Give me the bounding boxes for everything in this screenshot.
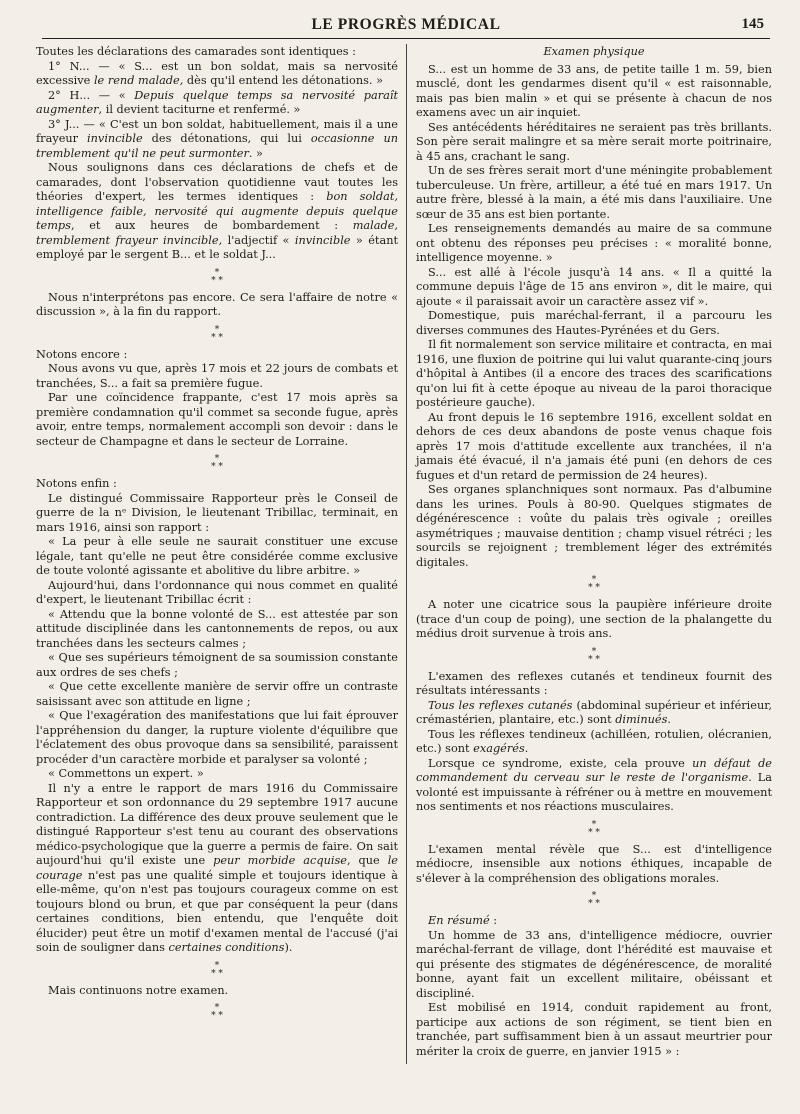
paragraph: « Commettons un expert. »: [48, 767, 204, 780]
section-heading: Examen physique: [543, 45, 645, 58]
paragraph: L'examen mental révèle que S... est d'intelligence médiocre, insensible aux notions éthiques, incapable de s'élever à la compréhension des obligations morales.: [416, 842, 772, 885]
section-separator-stars: * * *: [588, 575, 600, 593]
paragraph: Ses organes splanchniques sont normaux. Pas d'albumine dans les urines. Pouls à 80-90. Quelques stigmates de dégénérescence : voûte du palais très ogivale ; oreilles asymétriques ; mauvaise dentition ; champ visuel rétréci ; les sourcils se rejoignent ; tremblement léger des extrémités digitales.: [416, 483, 772, 569]
paragraph: Lorsque ce syndrome, existe, cela prouve un défaut de commandement du cerveau sur le reste de l'organisme. La volonté est impuissante à réfréner ou à mettre en mouvement nos sentiments et nos réactions musculaires.: [416, 756, 772, 813]
paragraph: S... est allé à l'école jusqu'à 14 ans. « Il a quitté la commune depuis l'âge de 15 ans environ », dit le maire, qui ajoute « il paraissait avoir un caractère assez vif ».: [416, 265, 772, 308]
section-separator-stars: * * *: [211, 324, 223, 343]
paragraph: Nous avons vu que, après 17 mois et 22 jours de combats et tranchées, S... a fait sa première fugue.: [36, 362, 398, 390]
paragraph: Toutes les déclarations des camarades sont identiques :: [36, 45, 356, 58]
paragraph: 3° J... — « C'est un bon soldat, habituellement, mais il a une frayeur invincible des détonations, qui lui occasionne un tremblement qu'il ne peut surmonter. »: [36, 117, 398, 160]
paragraph: Est mobilisé en 1914, conduit rapidement au front, participe aux actions de son régiment, se tient bien en tranchée, part suffisamment bien à un assaut meurtrier pour mériter la croix de guerre, en janvier 1915 » :: [416, 1001, 772, 1058]
paragraph: En résumé :: [428, 914, 498, 927]
section-separator-stars: * * *: [211, 454, 223, 472]
paragraph: L'examen des reflexes cutanés et tendineux fournit des résultats intéressants :: [416, 669, 772, 697]
paragraph: Par une coïncidence frappante, c'est 17 mois après sa première condamnation qu'il commet sa seconde fugue, après avoir, entre temps, normalement accompli son devoir : dans le secteur de Champagne et dans le secteur de Lorraine.: [36, 391, 398, 448]
paragraph: Nous soulignons dans ces déclarations de chefs et de camarades, dont l'observation quotidienne vaut toutes les théories d'expert, les termes identiques : bon soldat, intelligence faible, nervosité qui augmente depuis quelque temps, et aux heures de bombardement : malade, tremblement frayeur invincible, l'adjectif « invincible » étant employé par le sergent B... et le soldat J...: [36, 161, 399, 261]
left-column: [36, 45, 398, 1026]
paragraph: « La peur à elle seule ne saurait constituer une excuse légale, tant qu'elle ne peut être considérée comme exclusive de toute volonté agissante et abolitive du libre arbitre. »: [36, 535, 398, 577]
paragraph: « Que ses supérieurs témoignent de sa soumission constante aux ordres de ses chefs ;: [36, 651, 398, 679]
paragraph: « Que cette excellente manière de servir offre un contraste saisissant avec son attitude en ligne ;: [36, 680, 398, 708]
section-separator-stars: * * *: [588, 891, 600, 909]
paragraph: Notons enfin :: [36, 477, 117, 490]
paragraph: Un de ses frères serait mort d'une méningite probablement tuberculeuse. Un frère, artilleur, a été tué en mars 1917. Un autre frère, blessé à la main, a été mis dans l'auxiliaire. Une sœur de 35 ans est bien portante.: [416, 164, 772, 221]
section-separator-stars: * * *: [211, 1003, 223, 1021]
section-separator-stars: * * *: [211, 960, 223, 979]
paragraph: S... est un homme de 33 ans, de petite taille 1 m. 59, bien musclé, dont les gendarmes disent qu'il « est raisonnable, mais pas bien malin » et qui se présente à chacun de nos examens avec un air inquiet.: [416, 62, 772, 119]
paragraph: Nous n'interprétons pas encore. Ce sera l'affaire de notre « discussion », à la fin du rapport.: [36, 290, 398, 318]
paragraph: Le distingué Commissaire Rapporteur près le Conseil de guerre de la nᵉ Division, le lieutenant Tribillac, terminait, en mars 1916, ainsi son rapport :: [36, 491, 398, 534]
paragraph: « Attendu que la bonne volonté de S... est attestée par son attitude disciplinée dans les cantonnements de repos, ou aux tranchées dans les secteurs calmes ;: [36, 607, 398, 650]
paragraph: Notons encore :: [36, 347, 128, 361]
paragraph: Aujourd'hui, dans l'ordonnance qui nous commet en qualité d'expert, le lieutenant Tribillac écrit :: [36, 578, 398, 606]
paragraph: Domestique, puis maréchal-ferrant, il a parcouru les diverses communes des Hautes-Pyrénées et du Gers.: [416, 309, 772, 337]
paragraph: 1° N... — « S... est un bon soldat, mais sa nervosité excessive le rend malade, dès qu'il entend les détonations. »: [36, 59, 398, 87]
column-divider: [406, 44, 407, 1064]
page-number: 145: [741, 16, 764, 32]
section-separator-stars: * * *: [588, 819, 600, 838]
paragraph: Mais continuons notre examen.: [48, 983, 229, 997]
paragraph: Il n'y a entre le rapport de mars 1916 du Commissaire Rapporteur et son ordonnance du 29 septembre 1917 aucune contradiction. La différence des deux prouve seulement que le distingué Rapporteur s'est tenu au courant des observations médico-psychologique que la guerre a permis de faire. On sait aujourd'hui qu'il existe une peur morbide acquise, que le courage n'est pas une qualité simple et toujours identique à elle-même, qu'on n'est pas toujours courageux comme on est toujours blond ou brun, et que par conséquent la peur (dans certaines conditions, bien entendu, que l'enquête doit élucider) peut être un motif d'examen mental de l'accusé (j'ai soin de souligner dans certaines conditions).: [36, 781, 398, 954]
paragraph: « Que l'exagération des manifestations que lui fait éprouver l'appréhension du danger, la rupture violente d'équilibre que l'éclatement des obus provoque dans sa sensibilité, paraissent procéder d'un caractère morbide et paralyser sa volonté ;: [36, 709, 398, 766]
paragraph: 2° H... — « Depuis quelque temps sa nervosité paraît augmenter, il devient taciturne et renfermé. »: [36, 88, 398, 116]
paragraph: Il fit normalement son service militaire et contracta, en mai 1916, une fluxion de poitrine qui lui valut quarante-cinq jours d'hôpital à Antibes (il a encore des traces des scarifications qu'on lui fit à cette époque au niveau de la paroi thoracique postérieure gauche).: [416, 338, 772, 409]
paragraph: Tous les reflexes cutanés (abdominal supérieur et inférieur, crémastérien, plantaire, etc.) sont diminués.: [416, 698, 772, 726]
page-header: [42, 12, 770, 39]
paragraph: Au front depuis le 16 septembre 1916, excellent soldat en dehors de ces deux abandons de poste venus chaque fois après 17 mois d'attitude excellente aux tranchées, il n'a jamais été évacué, il n'a jamais été puni (en dehors de ces fugues et d'un retard de permission de 24 heures).: [416, 410, 772, 482]
paragraph: A noter une cicatrice sous la paupière inférieure droite (trace d'un coup de poing), une section de la phalangette du médius droit survenue à trois ans.: [416, 598, 772, 640]
section-separator-stars: * * *: [211, 267, 223, 286]
paragraph: Ses antécédents héréditaires ne seraient pas très brillants. Son père serait malingre et sa mère serait morte poitrinaire, à 45 ans, crachant le sang.: [416, 120, 772, 163]
journal-title: LE PROGRÈS MÉDICAL: [311, 16, 501, 33]
paragraph: Un homme de 33 ans, d'intelligence médiocre, ouvrier maréchal-ferrant de village, dont l'hérédité est mauvaise et qui présente des stigmates de dégénérescence, de moralité bonne, ayant fait un excellent militaire, obéissant et discipliné.: [416, 928, 772, 1000]
paragraph: Les renseignements demandés au maire de sa commune ont obtenu des réponses peu précises : « moralité bonne, intelligence moyenne. »: [416, 222, 772, 264]
paragraph: Tous les réflexes tendineux (achilléen, rotulien, olécranien, etc.) sont exagérés.: [416, 727, 772, 755]
section-separator-stars: * * *: [588, 646, 600, 665]
right-column: [416, 45, 772, 1059]
